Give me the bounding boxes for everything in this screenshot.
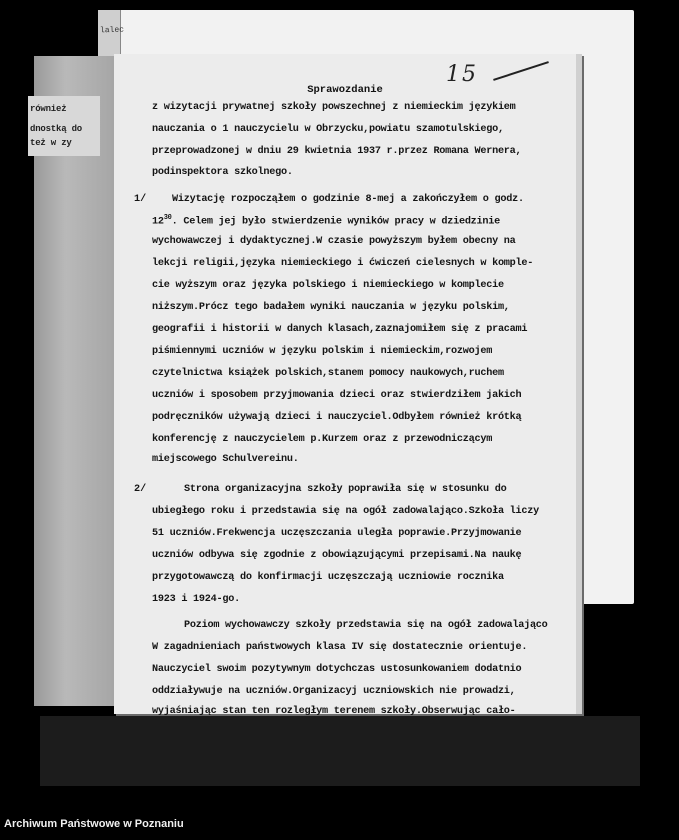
section2-line: 51 uczniów.Frekwencja uczęszczania uległa poprawie.Przyjmowanie [152, 528, 522, 539]
intro-line: podinspektora szkolnego. [152, 167, 293, 178]
section-number: 2/ [134, 484, 147, 495]
document-title: Sprawozdanie [307, 84, 383, 96]
section2-line: Strona organizacyjna szkoły poprawiła się w stosunku do [184, 484, 507, 495]
section1-line: lekcji religii,języka niemieckiego i ćwiczeń cielesnych w komple- [152, 258, 534, 269]
section2-line: przygotowawczą do konfirmacji uczęszczają uczniowie rocznika [152, 572, 504, 583]
section1-line-rest: . Celem jej było stwierdzenie wyników pracy w dziedzinie [171, 216, 500, 228]
section1-line: czytelnictwa książek polskich,stanem pomocy naukowych,ruchem [152, 368, 504, 379]
section1-line: piśmiennymi uczniów w języku polskim i niemieckim,rozwojem [152, 346, 493, 357]
section1-line: podręczników używają dzieci i nauczyciel.Odbyłem również krótką [152, 412, 522, 423]
section2-line: 1923 i 1924-go. [152, 594, 240, 605]
section1-time-line [152, 214, 500, 227]
section-number: 1/ [134, 194, 147, 205]
handwritten-page-number: 15 [446, 62, 478, 87]
left-sheet-snippet: również [30, 104, 67, 114]
time-hour: 12 [152, 216, 164, 228]
section1-line: cie wyższym oraz języka polskiego i niemieckiego w komplecie [152, 280, 504, 291]
document-page [114, 54, 582, 717]
section3-line: Poziom wychowawczy szkoły przedstawia się na ogół zadowalająco [184, 620, 548, 631]
intro-line: z wizytacji prywatnej szkoły powszechnej z niemieckim językiem [152, 102, 516, 113]
section3-line: oddziaływuje na uczniów.Organizacyj uczniowskich nie prowadzi, [152, 686, 516, 697]
section1-line: konferencję z nauczycielem p.Kurzem oraz z przewodniczącym [152, 434, 493, 445]
intro-line: nauczania o 1 nauczycielu w Obrzycku,powiatu szamotulskiego, [152, 124, 504, 135]
time-minutes: 30 [163, 214, 172, 222]
left-sheet-snippet: dnostką do [30, 124, 83, 134]
section3-line: wyjaśniając stan ten rozległym terenem szkoły.Obserwując cało- [152, 706, 516, 717]
section2-line: uczniów odbywa się zgodnie z obowiązującymi przepisami.Na naukę [152, 550, 522, 561]
section1-line: uczniów i sposobem przyjmowania dzieci oraz stwierdziłem jakich [152, 390, 522, 401]
corner-text: lalec [99, 25, 125, 36]
section1-line: Wizytację rozpocząłem o godzinie 8-mej a zakończyłem o godz. [172, 194, 524, 205]
intro-line: przeprowadzonej w dniu 29 kwietnia 1937 r.przez Romana Wernera, [152, 146, 522, 157]
section1-line: wychowawczej i dydaktycznej.W czasie powyższym byłem obecny na [152, 236, 516, 247]
left-sheet-snippet: też w zy [30, 138, 72, 148]
section3-line: Nauczyciel swoim pozytywnym dotychczas ustosunkowaniem dodatnio [152, 664, 522, 675]
archive-label: Archiwum Państwowe w Poznaniu [4, 818, 184, 830]
section3-line: W zagadnieniach państwowych klasa IV się dostatecznie orientuje. [152, 642, 528, 653]
section2-line: ubiegłego roku i przedstawia się na ogół zadowalająco.Szkoła liczy [152, 506, 539, 517]
section1-line: niższym.Prócz tego badałem wyniki nauczania w języku polskim, [152, 302, 510, 313]
bottom-shadow [40, 716, 640, 786]
section1-line: geografii i historii w danych klasach,zaznajomiłem się z pracami [152, 324, 528, 335]
section1-line: miejscowego Schulvereinu. [152, 454, 299, 465]
